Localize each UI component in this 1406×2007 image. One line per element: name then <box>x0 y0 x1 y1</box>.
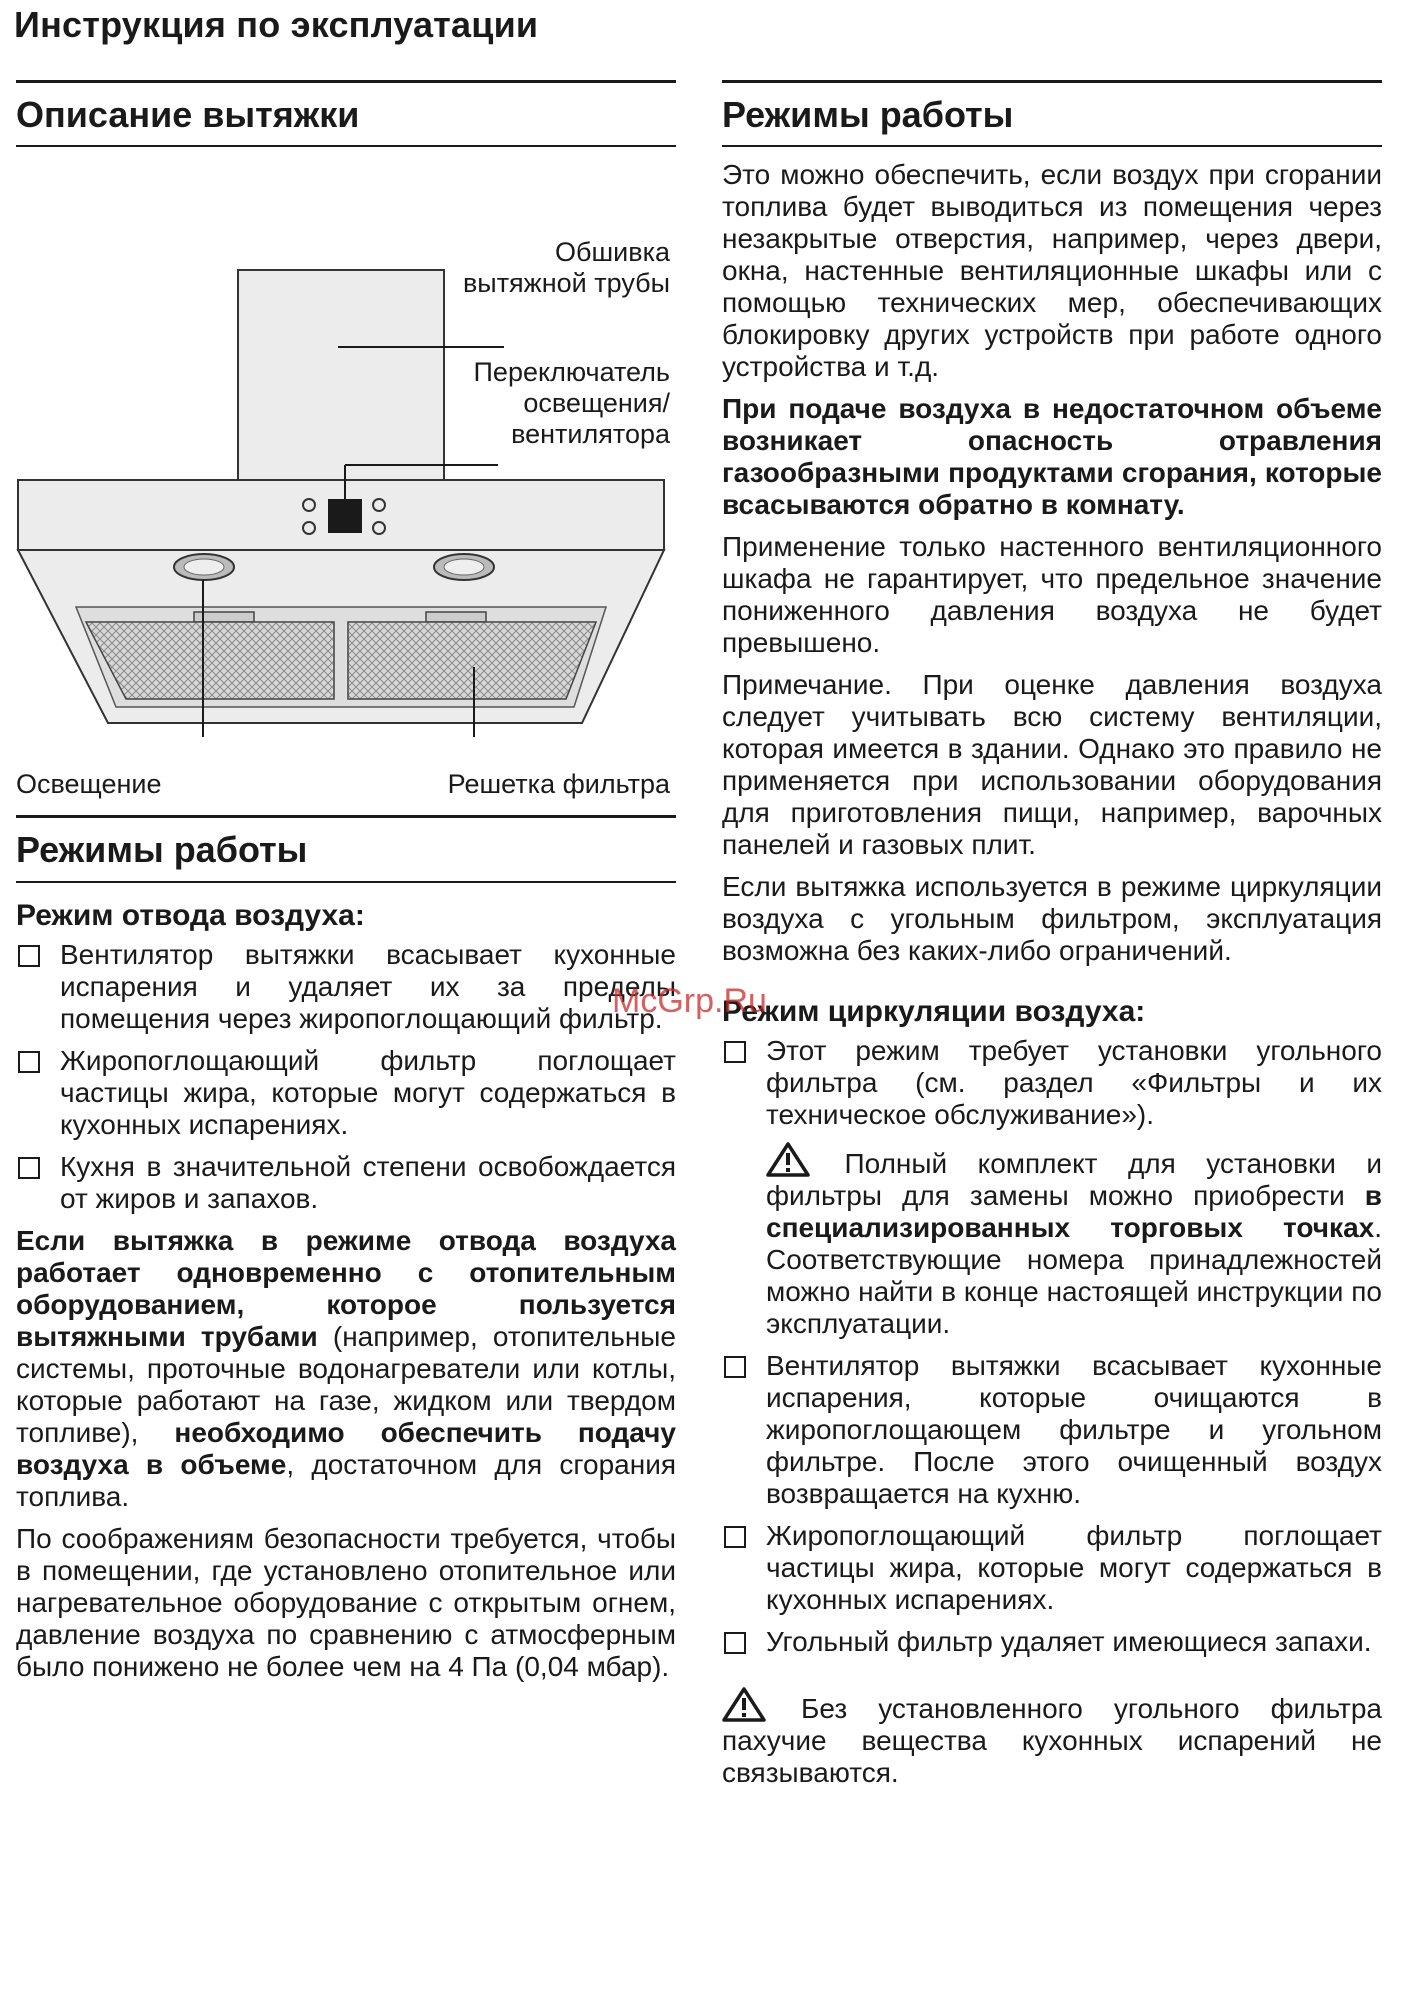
checkbox-icon <box>724 1041 746 1063</box>
circulation-mode-heading: Режим циркуляции воздуха: <box>722 995 1146 1029</box>
list-item: Этот режим требует установки угольного фильтра (см. раздел «Фильтры и их техническое обслуживание»). <box>722 1035 1382 1131</box>
exhaust-list <box>16 939 676 1215</box>
modes-heading-left: Режимы работы <box>16 815 676 882</box>
page-title: Инструкция по эксплуатации <box>14 4 539 45</box>
hood-diagram <box>16 147 676 800</box>
checkbox-icon <box>724 1526 746 1548</box>
watermark: McGrp.Ru <box>612 982 767 1020</box>
list-item: Угольный фильтр удаляет имеющиеся запахи. <box>722 1626 1382 1658</box>
list-item: Жиропоглощающий фильтр поглощает частицы жира, которые могут содержаться в кухонных испарениях. <box>722 1520 1382 1616</box>
list-item: Жиропоглощающий фильтр поглощает частицы жира, которые могут содержаться в кухонных испарениях. <box>16 1045 676 1141</box>
heating-warning-paragraph: Если вытяжка в режиме отвода воздуха работает одновременно с отопительным оборудованием, которое пользуется вытяжными трубами (например, отопительные системы, проточные водонагреватели или котлы, которые работают на газе, жидком или твердом топливе), необходимо обеспечить подачу воздуха в объеме, достаточном для сгорания топлива. <box>16 1224 676 1512</box>
checkbox-icon <box>18 945 40 967</box>
paragraph: Если вытяжка используется в режиме циркуляции воздуха с угольным фильтром, эксплуатация возможна без каких-либо ограничений. <box>722 871 1382 967</box>
warning-icon <box>722 1686 766 1722</box>
label-switch: Переключатель освещения/ вентилятора <box>473 357 670 450</box>
danger-paragraph: При подаче воздуха в недостаточном объеме возникает опасность отравления газообразными продуктами сгорания, которые всасываются обратно в комнату. <box>722 393 1382 521</box>
charcoal-warning: Без установленного угольного фильтра пахучие вещества кухонных испарений не связываются. <box>722 1686 1382 1789</box>
paragraph: Применение только настенного вентиляционного шкафа не гарантирует, что предельное значение пониженного давления воздуха не будет превышено. <box>722 531 1382 659</box>
modes-heading-right: Режимы работы <box>722 80 1382 147</box>
checkbox-icon <box>724 1356 746 1378</box>
right-column <box>722 80 1382 1799</box>
description-heading: Описание вытяжки <box>16 80 676 147</box>
circulation-list-2 <box>722 1350 1382 1658</box>
list-item: Вентилятор вытяжки всасывает кухонные испарения и удаляет их за пределы помещения через жиропоглощающий фильтр. <box>16 939 676 1035</box>
circulation-list <box>722 1035 1382 1131</box>
list-item: Кухня в значительной степени освобождается от жиров и запахов. <box>16 1151 676 1215</box>
note-paragraph: Примечание. При оценке давления воздуха следует учитывать всю систему вентиляции, которая имеется в здании. Однако это правило не применяется при использовании оборудования для приготовления пищи, например, варочных панелей и газовых плит. <box>722 669 1382 861</box>
exhaust-mode-heading: Режим отвода воздуха: <box>16 898 365 932</box>
checkbox-icon <box>724 1632 746 1654</box>
pressure-paragraph: По соображениям безопасности требуется, чтобы в помещении, где установлено отопительное или нагревательное оборудование с открытым огнем, давление воздуха по сравнению с атмосферным было понижено не более чем на 4 Па (0,04 мбар). <box>16 1522 676 1682</box>
label-filter-grid: Решетка фильтра <box>447 769 670 800</box>
left-column <box>16 80 676 1693</box>
checkbox-icon <box>18 1157 40 1179</box>
checkbox-icon <box>18 1051 40 1073</box>
kit-note: Полный комплект для установки и фильтры для замены можно приобрести в специализированных торговых точках. Соответствующие номера принадлежностей можно найти в конце настоящей инструкции по эксплуатации. <box>722 1141 1382 1340</box>
label-duct-cover: Обшивка вытяжной трубы <box>462 237 670 299</box>
warning-icon <box>766 1141 810 1177</box>
paragraph: Это можно обеспечить, если воздух при сгорании топлива будет выводиться из помещения через незакрытые отверстия, например, через двери, окна, настенные вентиляционные шкафы или с помощью технических мер, обеспечивающих блокировку других устройств при работе одного устройства и т.д. <box>722 159 1382 383</box>
list-item: Вентилятор вытяжки всасывает кухонные испарения, которые очищаются в жиропоглощающем фильтре и угольном фильтре. После этого очищенный воздух возвращается на кухню. <box>722 1350 1382 1510</box>
label-lighting: Освещение <box>16 769 162 800</box>
